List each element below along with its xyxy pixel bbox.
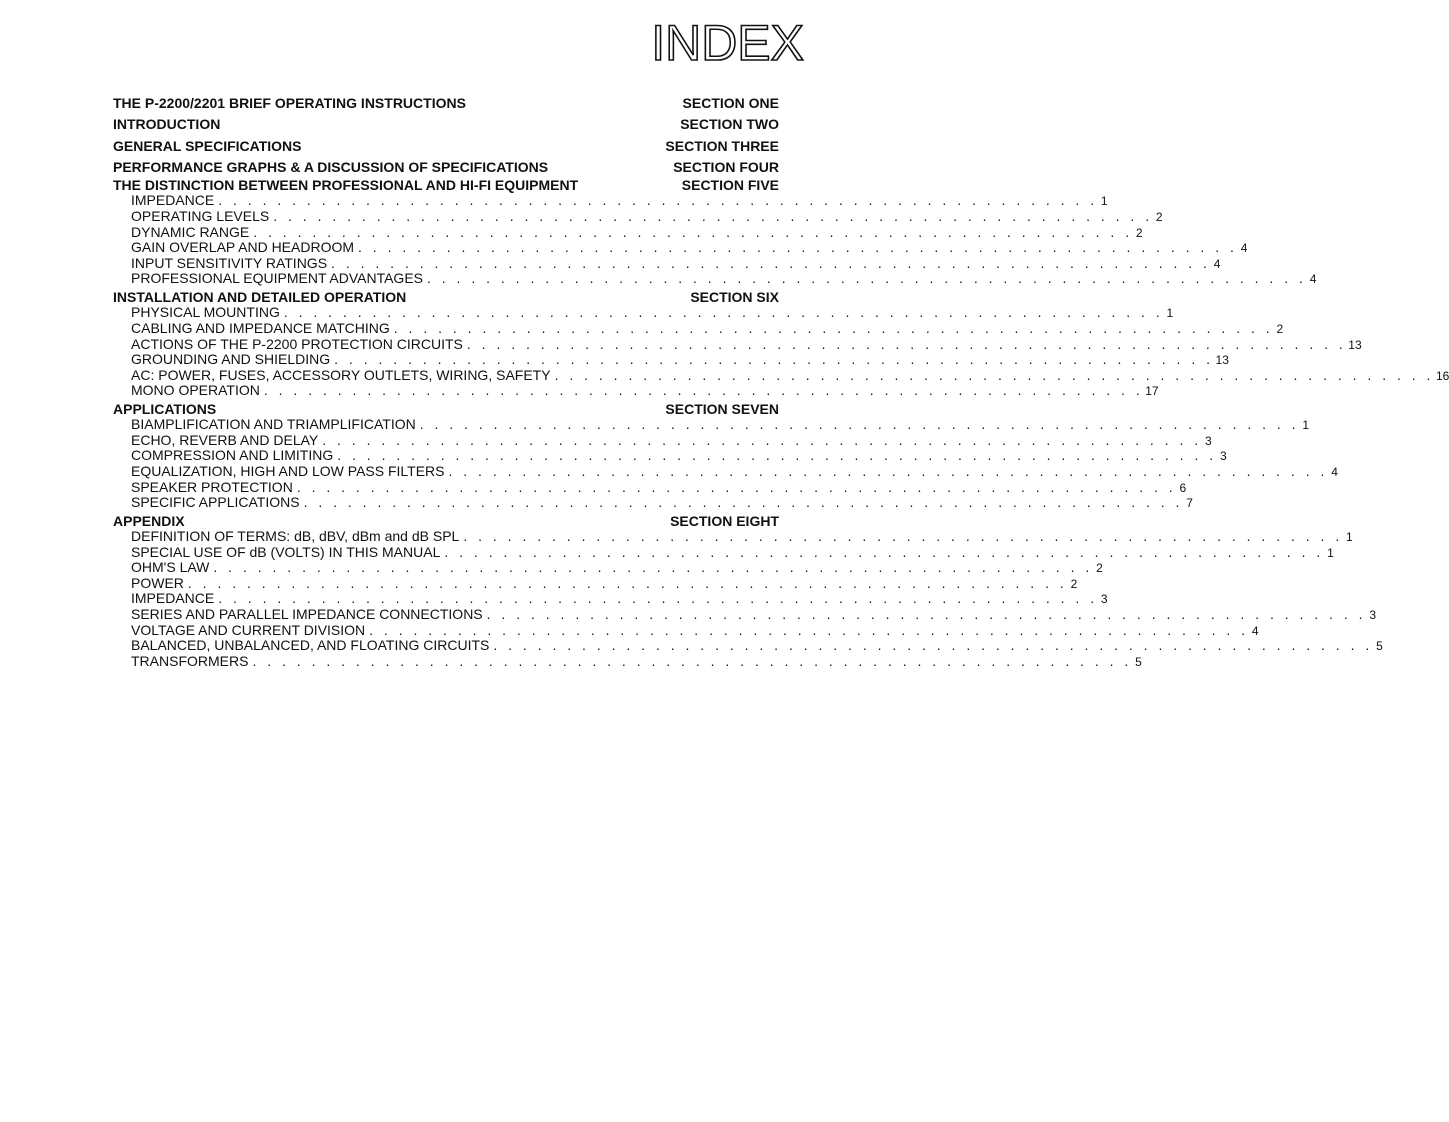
entry-label: SPEAKER PROTECTION: [131, 478, 293, 495]
section-title: PERFORMANCE GRAPHS & A DISCUSSION OF SPECIFICATIONS: [113, 158, 549, 175]
entry-page-number: 2: [1276, 321, 1284, 336]
section-number: SECTION SEVEN: [665, 400, 779, 417]
table-of-contents: [113, 93, 1449, 672]
dot-leader: . . . . . . . . . . . . . . . . . . . . . . . . . . . . . . . . . . . . . . . . . . . . . . . . . . . . . . . . . . . .: [252, 652, 1132, 669]
entry-page-number: 2: [1155, 210, 1163, 225]
entry-label: SPECIAL USE OF dB (VOLTS) IN THIS MANUAL: [131, 543, 441, 560]
toc-entry: [113, 382, 1159, 399]
section-title: APPLICATIONS: [113, 400, 217, 417]
dot-leader: . . . . . . . . . . . . . . . . . . . . . . . . . . . . . . . . . . . . . . . . . . . . . . . . . . . . . . . . . . . .: [358, 239, 1238, 256]
toc-section: [113, 512, 1383, 670]
entry-page-number: 16: [1435, 368, 1449, 383]
dot-leader: . . . . . . . . . . . . . . . . . . . . . . . . . . . . . . . . . . . . . . . . . . . . . . . . . . . . . . . . . . . .: [253, 223, 1133, 240]
entry-page-number: 1: [1302, 418, 1310, 433]
section-number: SECTION THREE: [665, 137, 779, 154]
entry-label: GROUNDING AND SHIELDING: [131, 351, 331, 368]
toc-entry: [113, 478, 1187, 496]
entry-label: EQUALIZATION, HIGH AND LOW PASS FILTERS: [131, 462, 445, 479]
dot-leader: . . . . . . . . . . . . . . . . . . . . . . . . . . . . . . . . . . . . . . . . . . . . . . . . . . . . . . . . . . . .: [218, 192, 1098, 209]
toc-section: [113, 93, 779, 114]
dot-leader: . . . . . . . . . . . . . . . . . . . . . . . . . . . . . . . . . . . . . . . . . . . . . . . . . . . . . . . . . . . .: [218, 590, 1098, 607]
entry-label: IMPEDANCE: [131, 192, 215, 209]
entry-page-number: 5: [1135, 654, 1142, 669]
entry-label: ACTIONS OF THE P-2200 PROTECTION CIRCUITS: [131, 335, 463, 352]
toc-entry: [113, 335, 1362, 353]
section-heading: [113, 157, 779, 178]
toc-entry: [113, 208, 1163, 225]
toc-entry: [113, 416, 1310, 433]
toc-entry: [113, 319, 1284, 337]
entry-label: MONO OPERATION: [131, 382, 260, 399]
entry-page-number: 1: [1346, 530, 1353, 545]
entry-label: COMPRESSION AND LIMITING: [131, 447, 334, 464]
section-heading: [113, 114, 779, 135]
entry-page-number: 2: [1096, 561, 1103, 576]
entry-page-number: 1: [1327, 545, 1334, 560]
entry-label: BIAMPLIFICATION AND TRIAMPLIFICATION: [131, 416, 416, 433]
section-title: THE DISTINCTION BETWEEN PROFESSIONAL AND HI-FI EQUIPMENT: [113, 177, 579, 194]
section-number: SECTION FIVE: [681, 177, 779, 194]
entry-label: GAIN OVERLAP AND HEADROOM: [131, 239, 355, 256]
entry-page-number: 4: [1251, 623, 1259, 638]
section-heading: [113, 402, 779, 417]
section-number: SECTION TWO: [680, 116, 779, 133]
toc-entry: [113, 621, 1259, 639]
entry-page-number: 2: [1135, 225, 1143, 240]
dot-leader: . . . . . . . . . . . . . . . . . . . . . . . . . . . . . . . . . . . . . . . . . . . . . . . . . . . . . . . . . . . .: [303, 494, 1183, 511]
entry-page-number: 4: [1309, 272, 1317, 287]
entry-label: INPUT SENSITIVITY RATINGS: [131, 254, 328, 271]
section-number: SECTION SIX: [690, 289, 779, 306]
section-number: SECTION FOUR: [673, 158, 779, 175]
section-heading: [113, 290, 779, 305]
entry-page-number: 17: [1145, 384, 1159, 399]
entry-label: TRANSFORMERS: [131, 652, 249, 669]
toc-entry: [113, 637, 1383, 654]
toc-section: [113, 136, 779, 157]
toc-entry: [113, 223, 1143, 241]
section-title: INSTALLATION AND DETAILED OPERATION: [113, 289, 407, 306]
toc-section: [113, 114, 779, 135]
entry-label: VOLTAGE AND CURRENT DIVISION: [131, 621, 366, 638]
entry-label: OHM'S LAW: [131, 559, 210, 576]
entry-page-number: 4: [1240, 241, 1248, 256]
entry-page-number: 4: [1213, 256, 1221, 271]
dot-leader: . . . . . . . . . . . . . . . . . . . . . . . . . . . . . . . . . . . . . . . . . . . . . . . . . . . . . . . . . . . .: [448, 462, 1328, 479]
section-title: APPENDIX: [113, 512, 185, 529]
toc-entry: [113, 239, 1248, 256]
dot-leader: . . . . . . . . . . . . . . . . . . . . . . . . . . . . . . . . . . . . . . . . . . . . . . . . . . . . . . . . . . . .: [444, 543, 1324, 560]
section-items: [113, 304, 1449, 399]
toc-entry: [113, 192, 1108, 209]
entry-page-number: 4: [1331, 464, 1338, 479]
entry-label: POWER: [131, 574, 184, 591]
entry-label: IMPEDANCE: [131, 590, 215, 607]
entry-label: SPECIFIC APPLICATIONS: [131, 494, 300, 511]
index-title: INDEX: [651, 15, 804, 71]
dot-leader: . . . . . . . . . . . . . . . . . . . . . . . . . . . . . . . . . . . . . . . . . . . . . . . . . . . . . . . . . . . .: [419, 416, 1300, 433]
dot-leader: . . . . . . . . . . . . . . . . . . . . . . . . . . . . . . . . . . . . . . . . . . . . . . . . . . . . . . . . . . . .: [273, 208, 1153, 225]
entry-page-number: 7: [1186, 496, 1193, 511]
entry-page-number: 1: [1100, 194, 1108, 209]
toc-section: [113, 157, 779, 178]
entry-page-number: 13: [1215, 353, 1229, 368]
toc-section: [113, 400, 1338, 511]
toc-entry: [113, 462, 1338, 480]
toc-entry: [113, 606, 1377, 623]
section-number: SECTION ONE: [682, 95, 779, 111]
toc-entry: [113, 431, 1212, 449]
dot-leader: . . . . . . . . . . . . . . . . . . . . . . . . . . . . . . . . . . . . . . . . . . . . . . . . . . . . . . . . . . . .: [466, 335, 1347, 352]
entry-label: BALANCED, UNBALANCED, AND FLOATING CIRCUITS: [131, 637, 490, 654]
toc-section: [113, 289, 1449, 399]
dot-leader: . . . . . . . . . . . . . . . . . . . . . . . . . . . . . . . . . . . . . . . . . . . . . . . . . . . . . . . . . . . .: [283, 304, 1164, 321]
dot-leader: . . . . . . . . . . . . . . . . . . . . . . . . . . . . . . . . . . . . . . . . . . . . . . . . . . . . . . . . . . . .: [213, 559, 1093, 576]
toc-entry: [113, 652, 1142, 670]
toc-entry: [113, 528, 1353, 545]
entry-label: DEFINITION OF TERMS: dB, dBV, dBm and dB SPL: [131, 528, 460, 545]
toc-entry: [113, 574, 1078, 592]
section-heading: [113, 93, 779, 114]
dot-leader: . . . . . . . . . . . . . . . . . . . . . . . . . . . . . . . . . . . . . . . . . . . . . . . . . . . . . . . . . . . .: [393, 319, 1274, 336]
entry-page-number: 2: [1070, 576, 1078, 591]
entry-page-number: 3: [1219, 449, 1227, 464]
entry-page-number: 1: [1166, 306, 1174, 321]
dot-leader: . . . . . . . . . . . . . . . . . . . . . . . . . . . . . . . . . . . . . . . . . . . . . . . . . . . . . . . . . . . .: [337, 447, 1217, 464]
entry-label: PHYSICAL MOUNTING: [131, 304, 280, 321]
entry-label: AC: POWER, FUSES, ACCESSORY OUTLETS, WIRING, SAFETY: [131, 366, 551, 383]
section-heading: [113, 136, 779, 157]
entry-label: DYNAMIC RANGE: [131, 223, 250, 240]
entry-page-number: 3: [1369, 608, 1377, 623]
toc-entry: [113, 590, 1108, 607]
dot-leader: . . . . . . . . . . . . . . . . . . . . . . . . . . . . . . . . . . . . . . . . . . . . . . . . . . . . . . . . . . . .: [334, 351, 1214, 368]
dot-leader: . . . . . . . . . . . . . . . . . . . . . . . . . . . . . . . . . . . . . . . . . . . . . . . . . . . . . . . . . . . .: [427, 270, 1307, 287]
section-title: GENERAL SPECIFICATIONS: [113, 137, 302, 154]
dot-leader: . . . . . . . . . . . . . . . . . . . . . . . . . . . . . . . . . . . . . . . . . . . . . . . . . . . . . . . . . . . .: [369, 621, 1249, 638]
dot-leader: . . . . . . . . . . . . . . . . . . . . . . . . . . . . . . . . . . . . . . . . . . . . . . . . . . . . . . . . . . . .: [486, 606, 1367, 623]
dot-leader: . . . . . . . . . . . . . . . . . . . . . . . . . . . . . . . . . . . . . . . . . . . . . . . . . . . . . . . . . . . .: [187, 574, 1068, 591]
section-title: THE P-2200/2201 BRIEF OPERATING INSTRUCTIONS: [113, 95, 466, 111]
entry-label: ECHO, REVERB AND DELAY: [131, 431, 319, 448]
toc-entry: [113, 254, 1221, 272]
toc-entry: [113, 304, 1174, 321]
toc-entry: [113, 366, 1449, 384]
entry-page-number: 6: [1179, 480, 1187, 495]
toc-entry: [113, 270, 1317, 287]
toc-entry: [113, 543, 1334, 561]
dot-leader: . . . . . . . . . . . . . . . . . . . . . . . . . . . . . . . . . . . . . . . . . . . . . . . . . . . . . . . . . . . .: [463, 528, 1343, 545]
entry-page-number: 3: [1204, 433, 1212, 448]
entry-page-number: 5: [1376, 639, 1383, 654]
toc-entry: [113, 351, 1229, 368]
section-items: [113, 528, 1383, 669]
section-heading: [113, 178, 779, 193]
section-number: SECTION EIGHT: [670, 512, 779, 529]
dot-leader: . . . . . . . . . . . . . . . . . . . . . . . . . . . . . . . . . . . . . . . . . . . . . . . . . . . . . . . . . . . .: [331, 254, 1211, 271]
dot-leader: . . . . . . . . . . . . . . . . . . . . . . . . . . . . . . . . . . . . . . . . . . . . . . . . . . . . . . . . . . . .: [296, 478, 1177, 495]
entry-page-number: 13: [1348, 337, 1362, 352]
dot-leader: . . . . . . . . . . . . . . . . . . . . . . . . . . . . . . . . . . . . . . . . . . . . . . . . . . . . . . . . . . . .: [554, 366, 1434, 383]
entry-label: CABLING AND IMPEDANCE MATCHING: [131, 319, 390, 336]
entry-page-number: 3: [1100, 592, 1108, 607]
toc-entry: [113, 559, 1103, 576]
section-heading: [113, 514, 779, 529]
dot-leader: . . . . . . . . . . . . . . . . . . . . . . . . . . . . . . . . . . . . . . . . . . . . . . . . . . . . . . . . . . . .: [493, 637, 1373, 654]
section-items: [113, 192, 1317, 287]
toc-entry: [113, 447, 1227, 464]
toc-section: [113, 177, 1317, 287]
dot-leader: . . . . . . . . . . . . . . . . . . . . . . . . . . . . . . . . . . . . . . . . . . . . . . . . . . . . . . . . . . . .: [322, 431, 1202, 448]
toc-entry: [113, 494, 1193, 511]
dot-leader: . . . . . . . . . . . . . . . . . . . . . . . . . . . . . . . . . . . . . . . . . . . . . . . . . . . . . . . . . . . .: [263, 382, 1144, 399]
entry-label: SERIES AND PARALLEL IMPEDANCE CONNECTIONS: [131, 606, 483, 623]
section-items: [113, 416, 1338, 511]
entry-label: PROFESSIONAL EQUIPMENT ADVANTAGES: [131, 270, 423, 287]
entry-label: OPERATING LEVELS: [131, 208, 270, 225]
section-title: INTRODUCTION: [113, 116, 221, 133]
